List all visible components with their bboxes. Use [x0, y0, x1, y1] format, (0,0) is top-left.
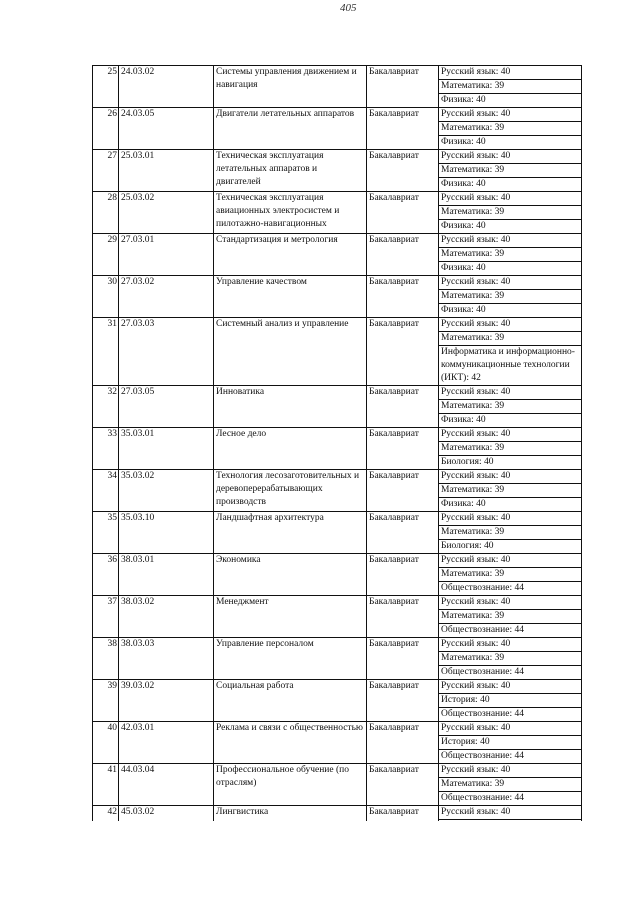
- table-row: [93, 386, 582, 400]
- exam-requirement: Математика: 39: [439, 778, 582, 792]
- exam-requirement: Физика: 40: [439, 94, 582, 108]
- specialty-name: Системы управления движением и навигация: [214, 66, 367, 108]
- education-level: Бакалавриат: [367, 680, 439, 722]
- table-row: [93, 66, 582, 80]
- exam-requirement: Обществознание: 44: [439, 582, 582, 596]
- row-number: 35: [93, 512, 119, 554]
- exam-requirement: Русский язык: 40: [439, 680, 582, 694]
- exam-requirement: Биология: 40: [439, 456, 582, 470]
- specialty-code: 38.03.01: [119, 554, 214, 596]
- specialty-name: Ландшафтная архитектура: [214, 512, 367, 554]
- specialty-code: 35.03.02: [119, 470, 214, 512]
- specialties-table: [92, 65, 582, 890]
- specialty-code: 38.03.02: [119, 596, 214, 638]
- specialty-name: Управление качеством: [214, 276, 367, 318]
- exam-requirement: Обществознание: 44: [439, 750, 582, 764]
- row-number: 32: [93, 386, 119, 428]
- specialty-name: Лингвистика: [214, 806, 367, 848]
- education-level: Бакалавриат: [367, 276, 439, 318]
- specialty-code: 27.03.03: [119, 318, 214, 386]
- row-number: 40: [93, 722, 119, 764]
- table-row: [93, 806, 582, 820]
- education-level: Бакалавриат: [367, 318, 439, 386]
- exam-requirement: Обществознание: 44: [439, 792, 582, 806]
- exam-requirement: Русский язык: 40: [439, 108, 582, 122]
- exam-requirement: Физика: 40: [439, 220, 582, 234]
- exam-requirement: Русский язык: 40: [439, 428, 582, 442]
- row-number: 26: [93, 108, 119, 150]
- specialty-code: 24.03.02: [119, 66, 214, 108]
- specialty-name: Инноватика: [214, 386, 367, 428]
- exam-requirement: Обществознание: 44: [439, 624, 582, 638]
- exam-requirement: Биология: 40: [439, 540, 582, 554]
- exam-requirement: Обществознание: 44: [439, 708, 582, 722]
- exam-requirement: История: 40: [439, 694, 582, 708]
- education-level: Бакалавриат: [367, 764, 439, 806]
- specialty-name: Социальная работа: [214, 680, 367, 722]
- exam-requirement: Русский язык: 40: [439, 318, 582, 332]
- specialty-name: Профессиональное обучение (по отраслям): [214, 764, 367, 806]
- exam-requirement: Физика: 40: [439, 498, 582, 512]
- education-level: Бакалавриат: [367, 386, 439, 428]
- exam-requirement: Физика: 40: [439, 414, 582, 428]
- table-row: [93, 428, 582, 442]
- exam-requirement: Информатика и информационно-коммуникационные технологии (ИКТ): 42: [439, 346, 582, 386]
- specialty-name: Двигатели летательных аппаратов: [214, 108, 367, 150]
- exam-requirement: Русский язык: 40: [439, 192, 582, 206]
- specialty-name: Техническая эксплуатация летательных аппаратов и двигателей: [214, 150, 367, 192]
- table-row: [93, 722, 582, 736]
- exam-requirement: Математика: 39: [439, 442, 582, 456]
- education-level: Бакалавриат: [367, 192, 439, 234]
- row-number: 41: [93, 764, 119, 806]
- specialty-code: 45.03.02: [119, 806, 214, 848]
- exam-requirement: Русский язык: 40: [439, 638, 582, 652]
- row-number: 34: [93, 470, 119, 512]
- row-number: 25: [93, 66, 119, 108]
- education-level: Бакалавриат: [367, 512, 439, 554]
- education-level: Бакалавриат: [367, 806, 439, 848]
- exam-requirement: Русский язык: 40: [439, 234, 582, 248]
- table-row: [93, 276, 582, 290]
- exam-requirement: Русский язык: 40: [439, 470, 582, 484]
- exam-requirement: Математика: 39: [439, 290, 582, 304]
- table-row: [93, 192, 582, 206]
- row-number: 36: [93, 554, 119, 596]
- exam-requirement: Математика: 39: [439, 80, 582, 94]
- exam-requirement: История: 40: [439, 736, 582, 750]
- row-number: 31: [93, 318, 119, 386]
- education-level: Бакалавриат: [367, 638, 439, 680]
- exam-requirement: Математика: 39: [439, 652, 582, 666]
- exam-requirement: Обществознание: 44: [439, 666, 582, 680]
- table-row: [93, 150, 582, 164]
- education-level: Бакалавриат: [367, 234, 439, 276]
- specialty-code: 27.03.01: [119, 234, 214, 276]
- specialty-name: Экономика: [214, 554, 367, 596]
- education-level: Бакалавриат: [367, 470, 439, 512]
- specialty-code: 39.03.02: [119, 680, 214, 722]
- specialty-code: 27.03.05: [119, 386, 214, 428]
- exam-requirement: Русский язык: 40: [439, 764, 582, 778]
- exam-requirement: Математика: 39: [439, 332, 582, 346]
- specialty-name: Стандартизация и метрология: [214, 234, 367, 276]
- row-number: 33: [93, 428, 119, 470]
- exam-requirement: Математика: 39: [439, 248, 582, 262]
- table-row: [93, 234, 582, 248]
- exam-requirement: Русский язык: 40: [439, 386, 582, 400]
- row-number: 42: [93, 806, 119, 848]
- specialty-code: 25.03.02: [119, 192, 214, 234]
- row-number: 29: [93, 234, 119, 276]
- specialty-code: 27.03.02: [119, 276, 214, 318]
- table-body: [93, 66, 582, 890]
- specialty-name: Системный анализ и управление: [214, 318, 367, 386]
- row-number: 27: [93, 150, 119, 192]
- education-level: Бакалавриат: [367, 722, 439, 764]
- specialty-code: 44.03.04: [119, 764, 214, 806]
- specialty-name: Лесное дело: [214, 428, 367, 470]
- row-number: 30: [93, 276, 119, 318]
- exam-requirement: Русский язык: 40: [439, 150, 582, 164]
- specialty-code: 25.03.01: [119, 150, 214, 192]
- specialty-code: 24.03.05: [119, 108, 214, 150]
- table-row: [93, 470, 582, 484]
- row-number: 39: [93, 680, 119, 722]
- exam-requirement: Физика: 40: [439, 178, 582, 192]
- table-row: [93, 512, 582, 526]
- specialty-name: Технология лесозаготовительных и деревоперерабатывающих производств: [214, 470, 367, 512]
- row-number: 37: [93, 596, 119, 638]
- table-row: [93, 318, 582, 332]
- exam-requirement: Математика: 39: [439, 122, 582, 136]
- specialty-code: 42.03.01: [119, 722, 214, 764]
- specialty-name: Реклама и связи с общественностью: [214, 722, 367, 764]
- exam-requirement: Русский язык: 40: [439, 806, 582, 820]
- page-bottom-margin: [0, 821, 640, 905]
- table-row: [93, 554, 582, 568]
- exam-requirement: Русский язык: 40: [439, 722, 582, 736]
- education-level: Бакалавриат: [367, 108, 439, 150]
- exam-requirement: Физика: 40: [439, 262, 582, 276]
- exam-requirement: Русский язык: 40: [439, 596, 582, 610]
- exam-requirement: Математика: 39: [439, 164, 582, 178]
- table-row: [93, 680, 582, 694]
- exam-requirement: Русский язык: 40: [439, 554, 582, 568]
- specialty-code: 35.03.10: [119, 512, 214, 554]
- exam-requirement: Математика: 39: [439, 484, 582, 498]
- table-row: [93, 108, 582, 122]
- exam-requirement: Русский язык: 40: [439, 276, 582, 290]
- education-level: Бакалавриат: [367, 596, 439, 638]
- table-row: [93, 596, 582, 610]
- exam-requirement: Математика: 39: [439, 610, 582, 624]
- row-number: 38: [93, 638, 119, 680]
- exam-requirement: Математика: 39: [439, 526, 582, 540]
- education-level: Бакалавриат: [367, 554, 439, 596]
- exam-requirement: Математика: 39: [439, 206, 582, 220]
- education-level: Бакалавриат: [367, 66, 439, 108]
- table-row: [93, 638, 582, 652]
- exam-requirement: Русский язык: 40: [439, 512, 582, 526]
- specialty-name: Управление персоналом: [214, 638, 367, 680]
- table-row: [93, 764, 582, 778]
- education-level: Бакалавриат: [367, 150, 439, 192]
- specialty-name: Менеджмент: [214, 596, 367, 638]
- row-number: 28: [93, 192, 119, 234]
- exam-requirement: Математика: 39: [439, 568, 582, 582]
- specialty-code: 35.03.01: [119, 428, 214, 470]
- specialty-code: 38.03.03: [119, 638, 214, 680]
- page-number: 405: [340, 2, 357, 14]
- exam-requirement: Русский язык: 40: [439, 66, 582, 80]
- exam-requirement: Физика: 40: [439, 136, 582, 150]
- specialty-name: Техническая эксплуатация авиационных электросистем и пилотажно-навигационных: [214, 192, 367, 234]
- exam-requirement: Физика: 40: [439, 304, 582, 318]
- education-level: Бакалавриат: [367, 428, 439, 470]
- exam-requirement: Математика: 39: [439, 400, 582, 414]
